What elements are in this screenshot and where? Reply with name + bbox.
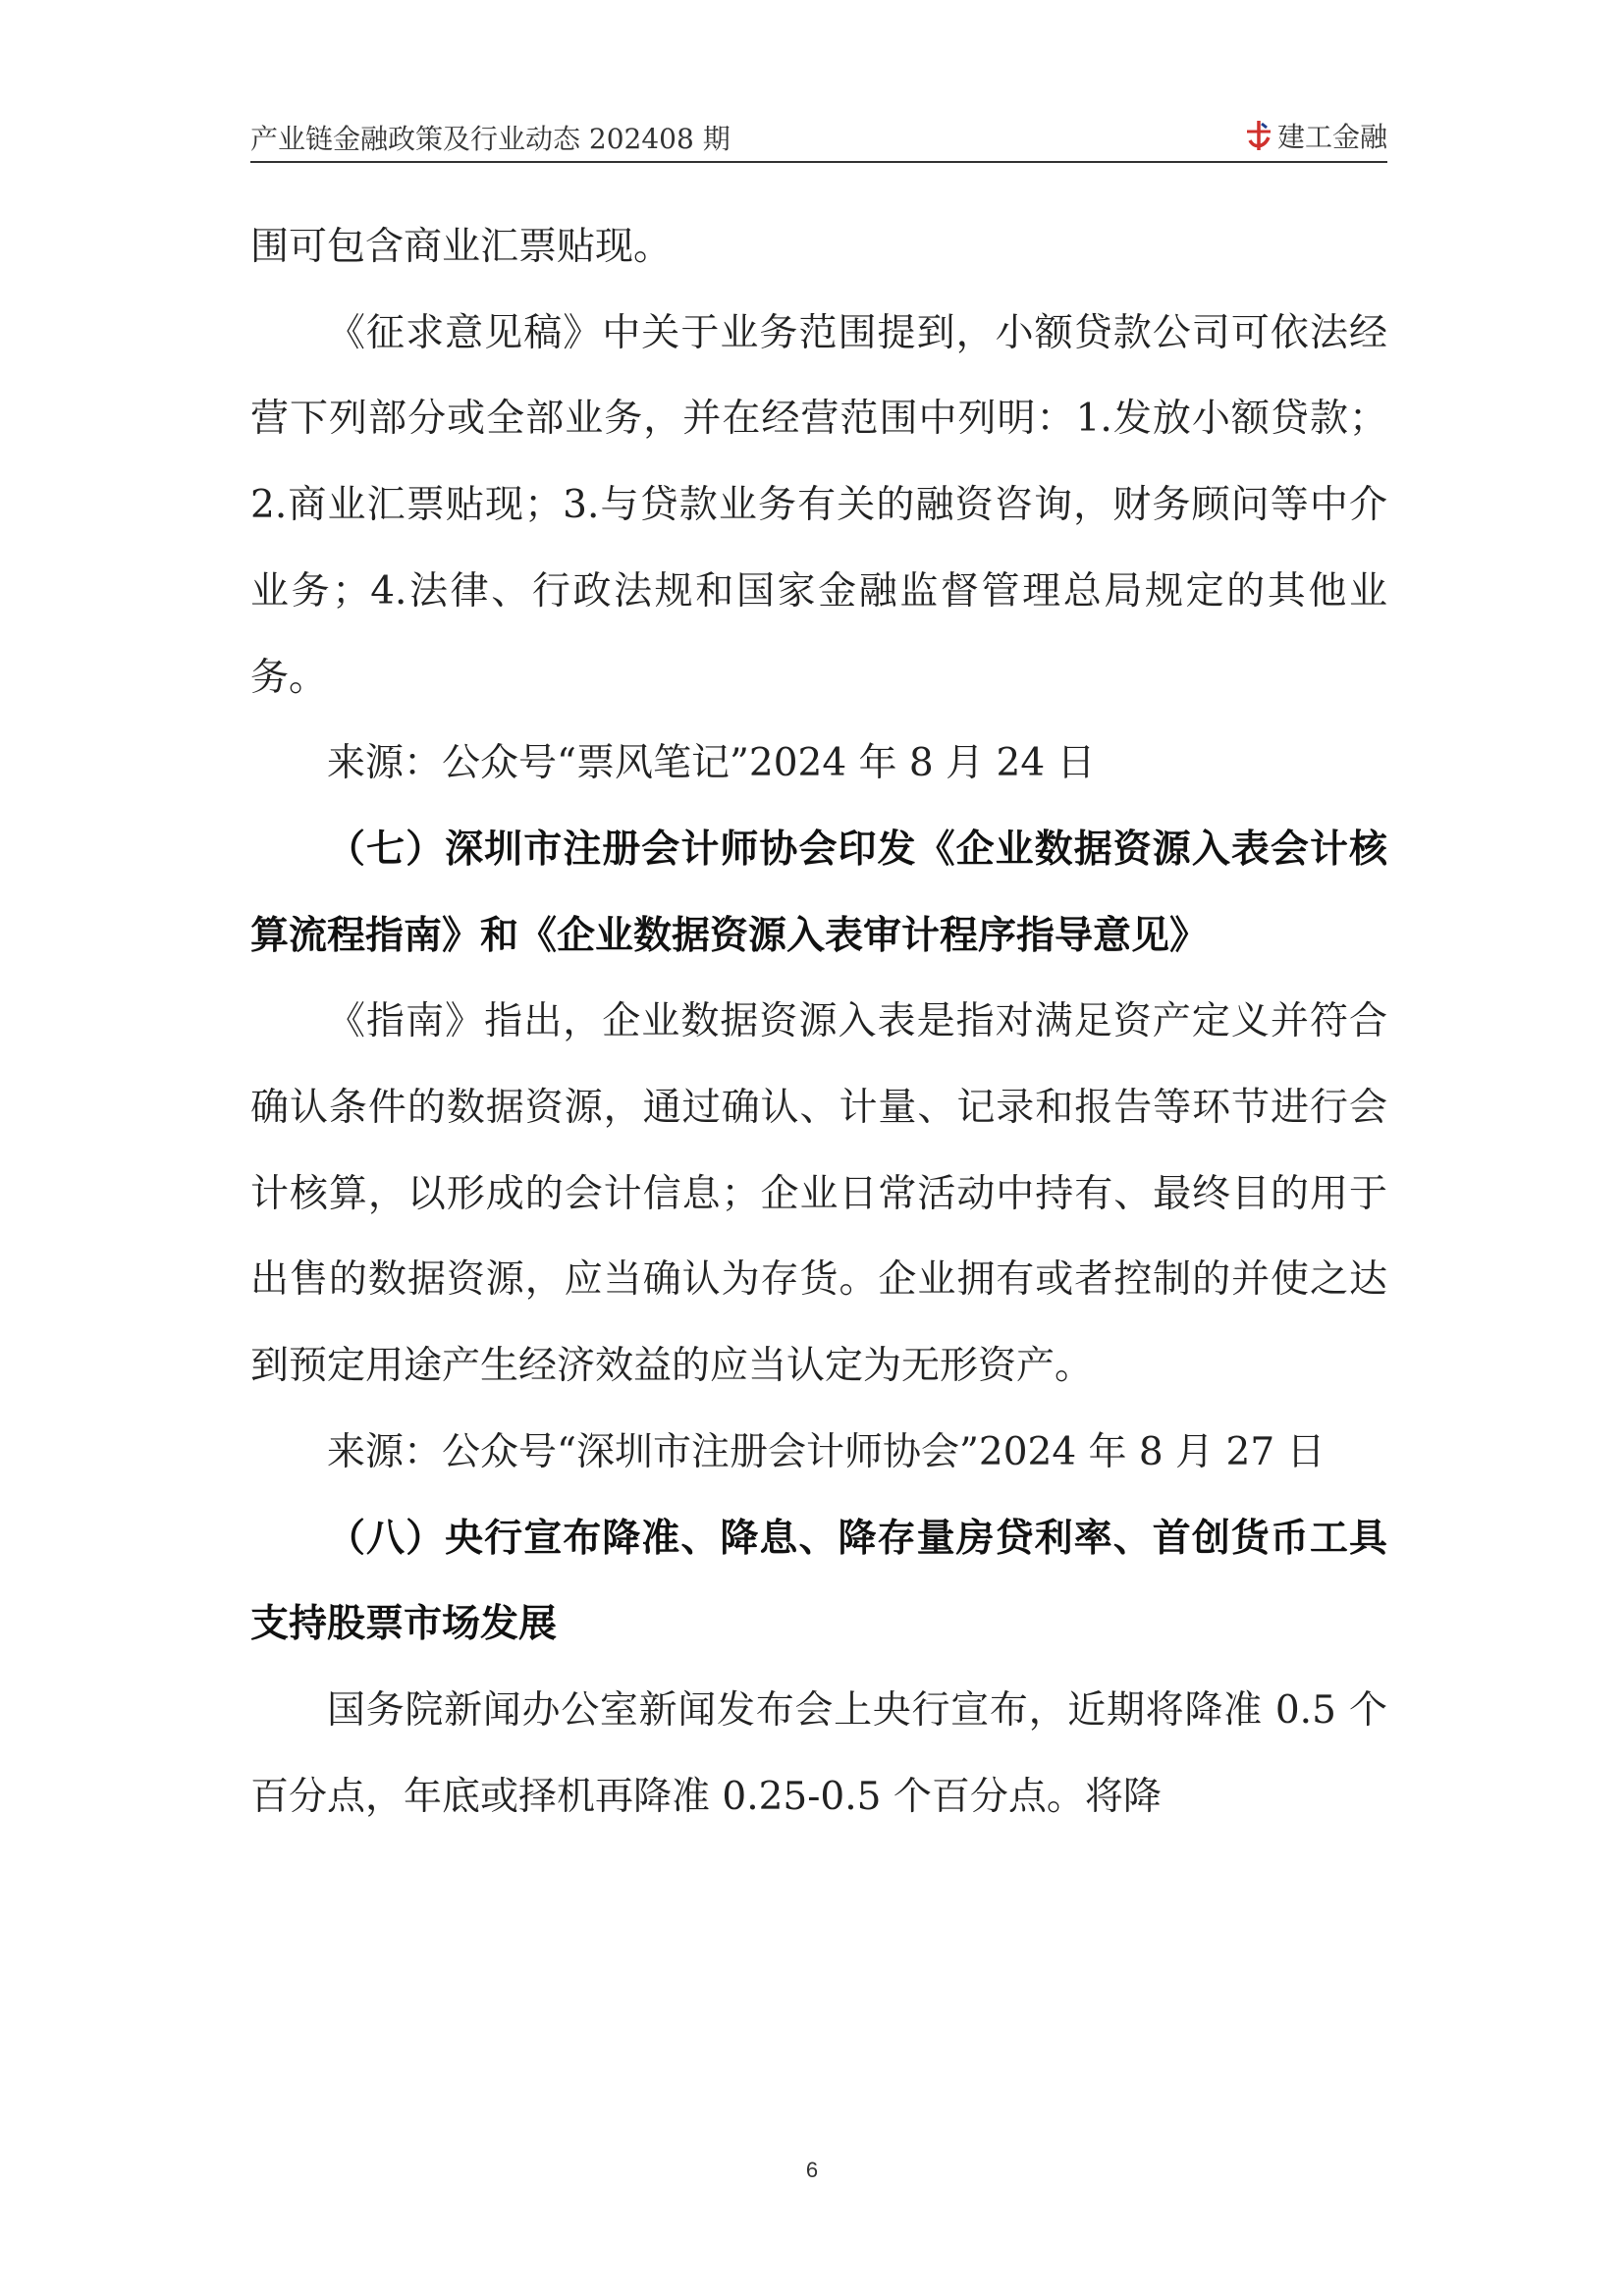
source-note: 来源：公众号“票风笔记”2024 年 8 月 24 日 <box>327 741 1096 786</box>
header-brand-text: 建工金融 <box>1276 121 1387 153</box>
header-title: 产业链金融政策及行业动态 202408 期 <box>250 123 731 155</box>
jiangong-logo-icon <box>1244 119 1273 152</box>
document-body <box>250 204 1387 1840</box>
section-heading-7: （七）深圳市注册会计师协会印发《企业数据资源入表会计核算流程指南》和《企业数据资源入表审计程序指导意见》 <box>250 827 1387 958</box>
section-heading-8: （八）央行宣布降准、降息、降存量房贷利率、首创货币工具支持股票市场发展 <box>250 1516 1387 1647</box>
paragraph-guide-summary: 《指南》指出，企业数据资源入表是指对满足资产定义并符合确认条件的数据资源，通过确认、计量、记录和报告等环节进行会计核算，以形成的会计信息；企业日常活动中持有、最终目的用于出售的数据资源，应当确认为存货。企业拥有或者控制的并使之达到预定用途产生经济效益的应当认定为无形资产。 <box>250 999 1387 1389</box>
paragraph-business-scope: 《征求意见稿》中关于业务范围提到，小额贷款公司可依法经营下列部分或全部业务，并在经营范围中列明：1.发放小额贷款；2.商业汇票贴现；3.与贷款业务有关的融资咨询，财务顾问等中介业务；4.法律、行政法规和国家金融监督管理总局规定的其他业务。 <box>250 310 1387 700</box>
page-number: 6 <box>805 2158 819 2182</box>
paragraph-continuation: 围可包含商业汇票贴现。 <box>250 225 673 269</box>
source-note: 来源：公众号“深圳市注册会计师协会”2024 年 8 月 27 日 <box>327 1429 1326 1474</box>
header-brand <box>1244 116 1387 155</box>
paragraph-rate-cut: 国务院新闻办公室新闻发布会上央行宣布，近期将降准 0.5 个百分点，年底或择机再降准 0.25-0.5 个百分点。将降 <box>250 1687 1387 1819</box>
page-header <box>250 116 1387 163</box>
